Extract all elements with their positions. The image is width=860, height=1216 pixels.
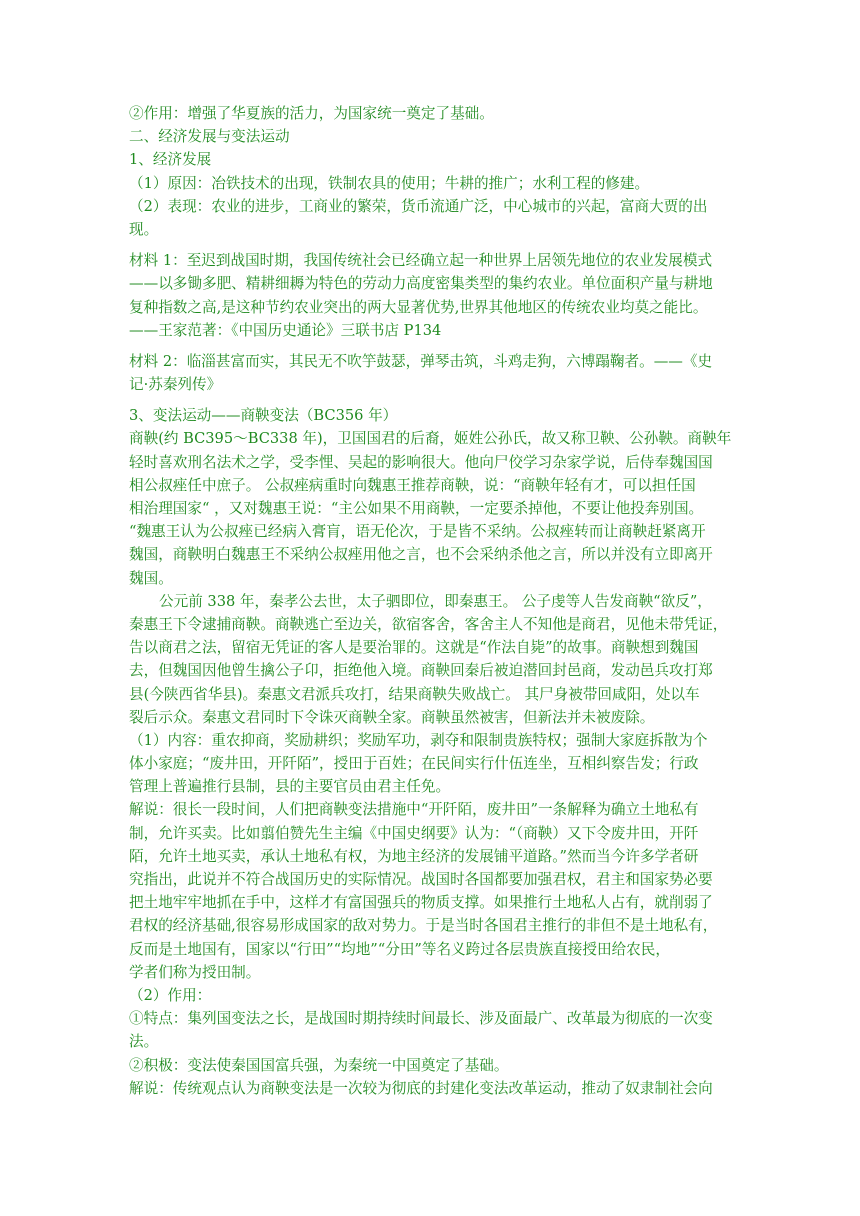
text-line: ①特点：集列国变法之长，是战国时期持续时间最长、涉及面最广、改革最为彻底的一次变 xyxy=(129,1010,713,1028)
text-line: 公元前 338 年，秦孝公去世，太子驷即位，即秦惠王。 公子虔等人告发商鞅“欲反”， xyxy=(159,592,712,610)
material-1-line: 材料 1：至迟到战国时期，我国传统社会已经确立起一种世界上居领先地位的农业发展模式 xyxy=(129,252,713,270)
text-line: 裂后示众。秦惠文君同时下令诛灭商鞅全家。商鞅虽然被害，但新法并未被废除。 xyxy=(129,708,655,726)
text-line: 法。 xyxy=(129,1033,159,1051)
text-line: （1）内容：重农抑商，奖励耕织；奖励军功，剥夺和限制贵族特权；强制大家庭拆散为个 xyxy=(129,731,708,749)
section-heading: 二、经济发展与变法运动 xyxy=(129,128,290,146)
text-line: ②积极：变法使秦国国富兵强，为秦统一中国奠定了基础。 xyxy=(129,1056,509,1074)
text-line: 秦惠王下令逮捕商鞅。商鞅逃亡至边关，欲宿客舍，客舍主人不知他是商君，见他未带凭证， xyxy=(129,615,728,633)
commentary-line: 解说：很长一段时间，人们把商鞅变法措施中“开阡陌，废井田”一条解释为确立土地私有 xyxy=(129,801,699,819)
material-2-line: 材料 2：临淄甚富而实，其民无不吹竽鼓瑟，弹琴击筑，斗鸡走狗，六博蹋鞠者。——《史 xyxy=(129,352,713,370)
commentary-line: 把土地牢牢地抓在手中，这样才有富国强兵的物质支撑。如果推行土地私人占有，就削弱了 xyxy=(129,894,713,912)
spacer xyxy=(129,342,733,350)
text-line: 相治理国家“ ，又对魏惠王说：“主公如果不用商鞅，一定要杀掉他，不要让他投奔别国。 xyxy=(129,500,704,517)
text-line: 县(今陕西省华县)。秦惠文君派兵攻打，结果商鞅失败战亡。 其尸身被带回咸阳，处以车 xyxy=(129,685,700,703)
document-body xyxy=(129,102,733,1100)
commentary-line: 陌，允许土地买卖，承认土地私有权，为地主经济的发展铺平道路。”然而当今许多学者研 xyxy=(129,847,699,865)
text-line: （2）作用： xyxy=(129,986,212,1004)
commentary-line: 反而是土地国有，国家以“行田”“均地”“分田”等名义跨过各层贵族直接授田给农民， xyxy=(129,940,670,958)
commentary-line: 君权的经济基础,很容易形成国家的敌对势力。于是当时各国君主推行的非但不是土地私有， xyxy=(129,917,718,935)
text-line: 去，但魏国因他曾生擒公子卬，拒绝他入境。商鞅回秦后被迫潜回封邑商，发动邑兵攻打郑 xyxy=(129,662,713,680)
text-line: 相公叔痤任中庶子。 公叔痤病重时向魏惠王推荐商鞅，说：“商鞅年轻有才，可以担任国 xyxy=(129,476,696,494)
text-line: 告以商君之法，留宿无凭证的客人是要治罪的。这就是“作法自毙”的故事。商鞅想到魏国 xyxy=(129,639,699,657)
commentary-line: 制，允许买卖。比如翦伯赞先生主编《中国史纲要》认为：“（商鞅）又下令废井田，开阡 xyxy=(129,824,699,842)
material-2-line: 记·苏秦列传》 xyxy=(129,376,222,394)
commentary-line: 学者们称为授田制。 xyxy=(129,963,261,981)
material-1-line: ——以多锄多肥、精耕细耨为特色的劳动力高度密集类型的集约农业。单位面积产量与耕地 xyxy=(129,275,713,293)
text-line: 轻时喜欢刑名法术之学，受李悝、吴起的影响很大。他向尸佼学习杂家学说，后侍奉魏国国 xyxy=(129,453,713,471)
commentary-line: 解说：传统观点认为商鞅变法是一次较为彻底的封建化变法改革运动，推动了奴隶制社会向 xyxy=(129,1079,713,1097)
subsection-heading: 3、变法运动——商鞅变法（BC356 年） xyxy=(129,407,398,425)
text-line: 管理上普遍推行县制，县的主要官员由君主任免。 xyxy=(129,778,451,796)
text-line: 现。 xyxy=(129,220,159,238)
subsection-heading: 1、经济发展 xyxy=(129,151,212,169)
commentary-line: 究指出，此说并不符合战国历史的实际情况。战国时各国都要加强君权，君主和国家势必要 xyxy=(129,871,713,888)
text-line: （1）原因：冶铁技术的出现，铁制农具的使用；牛耕的推广；水利工程的修建。 xyxy=(129,174,650,192)
spacer xyxy=(129,241,733,249)
text-line: 魏国，商鞅明白魏惠王不采纳公叔痤用他之言，也不会采纳杀他之言，所以并没有立即离开 xyxy=(129,546,713,564)
text-line: 商鞅(约 BC395～BC338 年)，卫国国君的后裔，姬姓公孙氏，故又称卫鞅、公孙鞅。商鞅年 xyxy=(129,430,732,448)
material-1-line: 复种指数之高,是这种节约农业突出的两大显著优势,世界其他地区的传统农业均莫之能比。 xyxy=(129,298,708,316)
text-line: 魏国。 xyxy=(129,569,173,587)
spacer xyxy=(129,396,733,404)
text-line: 体小家庭；“废井田，开阡陌”，授田于百姓；在民间实行什伍连坐，互相纠察告发；行政 xyxy=(129,755,699,773)
text-line: ②作用：增强了华夏族的活力，为国家统一奠定了基础。 xyxy=(129,105,494,122)
text-line: “魏惠王认为公叔痤已经病入膏肓，语无伦次，于是皆不采纳。公叔痤转而让商鞅赶紧离开 xyxy=(129,523,706,541)
text-line: （2）表现：农业的进步，工商业的繁荣，货币流通广泛，中心城市的兴起，富商大贾的出 xyxy=(129,197,708,215)
material-1-source: ——王家范著：《中国历史通论》三联书店 P134 xyxy=(129,321,442,339)
